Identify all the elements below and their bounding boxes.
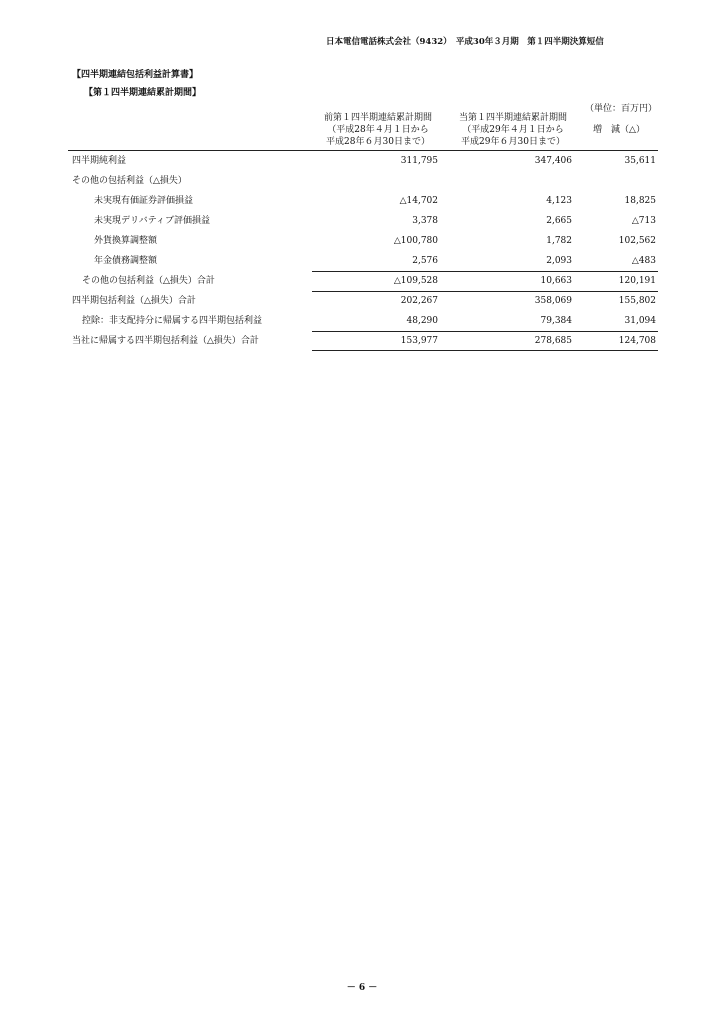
value-prior: △100,780: [393, 236, 438, 246]
value-current: 10,663: [540, 276, 572, 286]
table-row-grand-total: [68, 331, 658, 351]
table-row-subtotal: [68, 271, 658, 291]
table-row: [68, 171, 658, 191]
row-label: 未実現有価証券評価損益: [94, 196, 194, 206]
table-row: [68, 251, 658, 271]
column-header-prior-period: [310, 112, 446, 148]
value-prior: 311,795: [400, 156, 438, 166]
value-current: 278,685: [534, 336, 572, 346]
value-current: 2,093: [546, 256, 572, 266]
row-label: 控除：非支配持分に帰属する四半期包括利益: [82, 316, 263, 326]
column-header-line: 平成29年６月30日まで）: [461, 137, 565, 147]
page-number: － 6 －: [346, 983, 378, 993]
grand-total-bottom-rule: [312, 350, 658, 351]
row-label: 当社に帰属する四半期包括利益（△損失）合計: [72, 336, 259, 346]
value-prior: △14,702: [399, 196, 438, 206]
column-header-line: 平成28年６月30日まで）: [326, 137, 430, 147]
value-change: 155,802: [618, 296, 656, 306]
table-row: [68, 231, 658, 251]
value-change: 124,708: [618, 336, 656, 346]
column-header-change: 増 減（△）: [593, 125, 645, 135]
row-label: 未実現デリバティブ評価損益: [94, 216, 211, 226]
row-label: その他の包括利益（△損失）合計: [82, 276, 215, 286]
table-header: [68, 112, 658, 151]
column-header-line: 前第１四半期連結累計期間: [323, 113, 432, 123]
table-row: [68, 211, 658, 231]
value-current: 79,384: [540, 316, 572, 326]
value-current: 4,123: [546, 196, 572, 206]
table-row: [68, 151, 658, 171]
row-label: 四半期純利益: [72, 156, 127, 166]
value-change: 31,094: [624, 316, 656, 326]
value-prior: 48,290: [406, 316, 438, 326]
page-header: 日本電信電話株式会社（9432） 平成30年３月期 第１四半期決算短信: [326, 37, 604, 47]
value-change: 102,562: [618, 236, 656, 246]
value-current: 2,665: [546, 216, 572, 226]
value-prior: 3,378: [412, 216, 438, 226]
value-change: △483: [631, 256, 656, 266]
table-row-total: [68, 291, 658, 311]
value-prior: 2,576: [412, 256, 438, 266]
table-row: [68, 191, 658, 211]
column-header-line: （平成28年４月１日から: [327, 125, 429, 135]
row-label: 年金債務調整額: [94, 256, 158, 266]
section-title: 【四半期連結包括利益計算書】: [72, 70, 199, 80]
value-current: 358,069: [534, 296, 572, 306]
value-prior: △109,528: [393, 276, 438, 286]
table-row: [68, 311, 658, 331]
row-label: 四半期包括利益（△損失）合計: [72, 296, 196, 306]
value-change: 35,611: [624, 156, 656, 166]
subsection-title: 【第１四半期連結累計期間】: [84, 88, 202, 98]
column-header-line: 当第１四半期連結累計期間: [458, 113, 567, 123]
comprehensive-income-table: [68, 112, 658, 351]
value-prior: 202,267: [400, 296, 438, 306]
value-prior: 153,977: [400, 336, 438, 346]
unit-label: （単位：百万円）: [584, 104, 657, 114]
value-current: 347,406: [534, 156, 572, 166]
value-current: 1,782: [546, 236, 572, 246]
value-change: 18,825: [624, 196, 656, 206]
row-label: 外貨換算調整額: [94, 236, 158, 246]
row-label: その他の包括利益（△損失）: [72, 176, 187, 186]
value-change: △713: [631, 216, 656, 226]
value-change: 120,191: [618, 276, 656, 286]
column-header-current-period: [446, 112, 580, 148]
column-header-line: （平成29年４月１日から: [462, 125, 564, 135]
